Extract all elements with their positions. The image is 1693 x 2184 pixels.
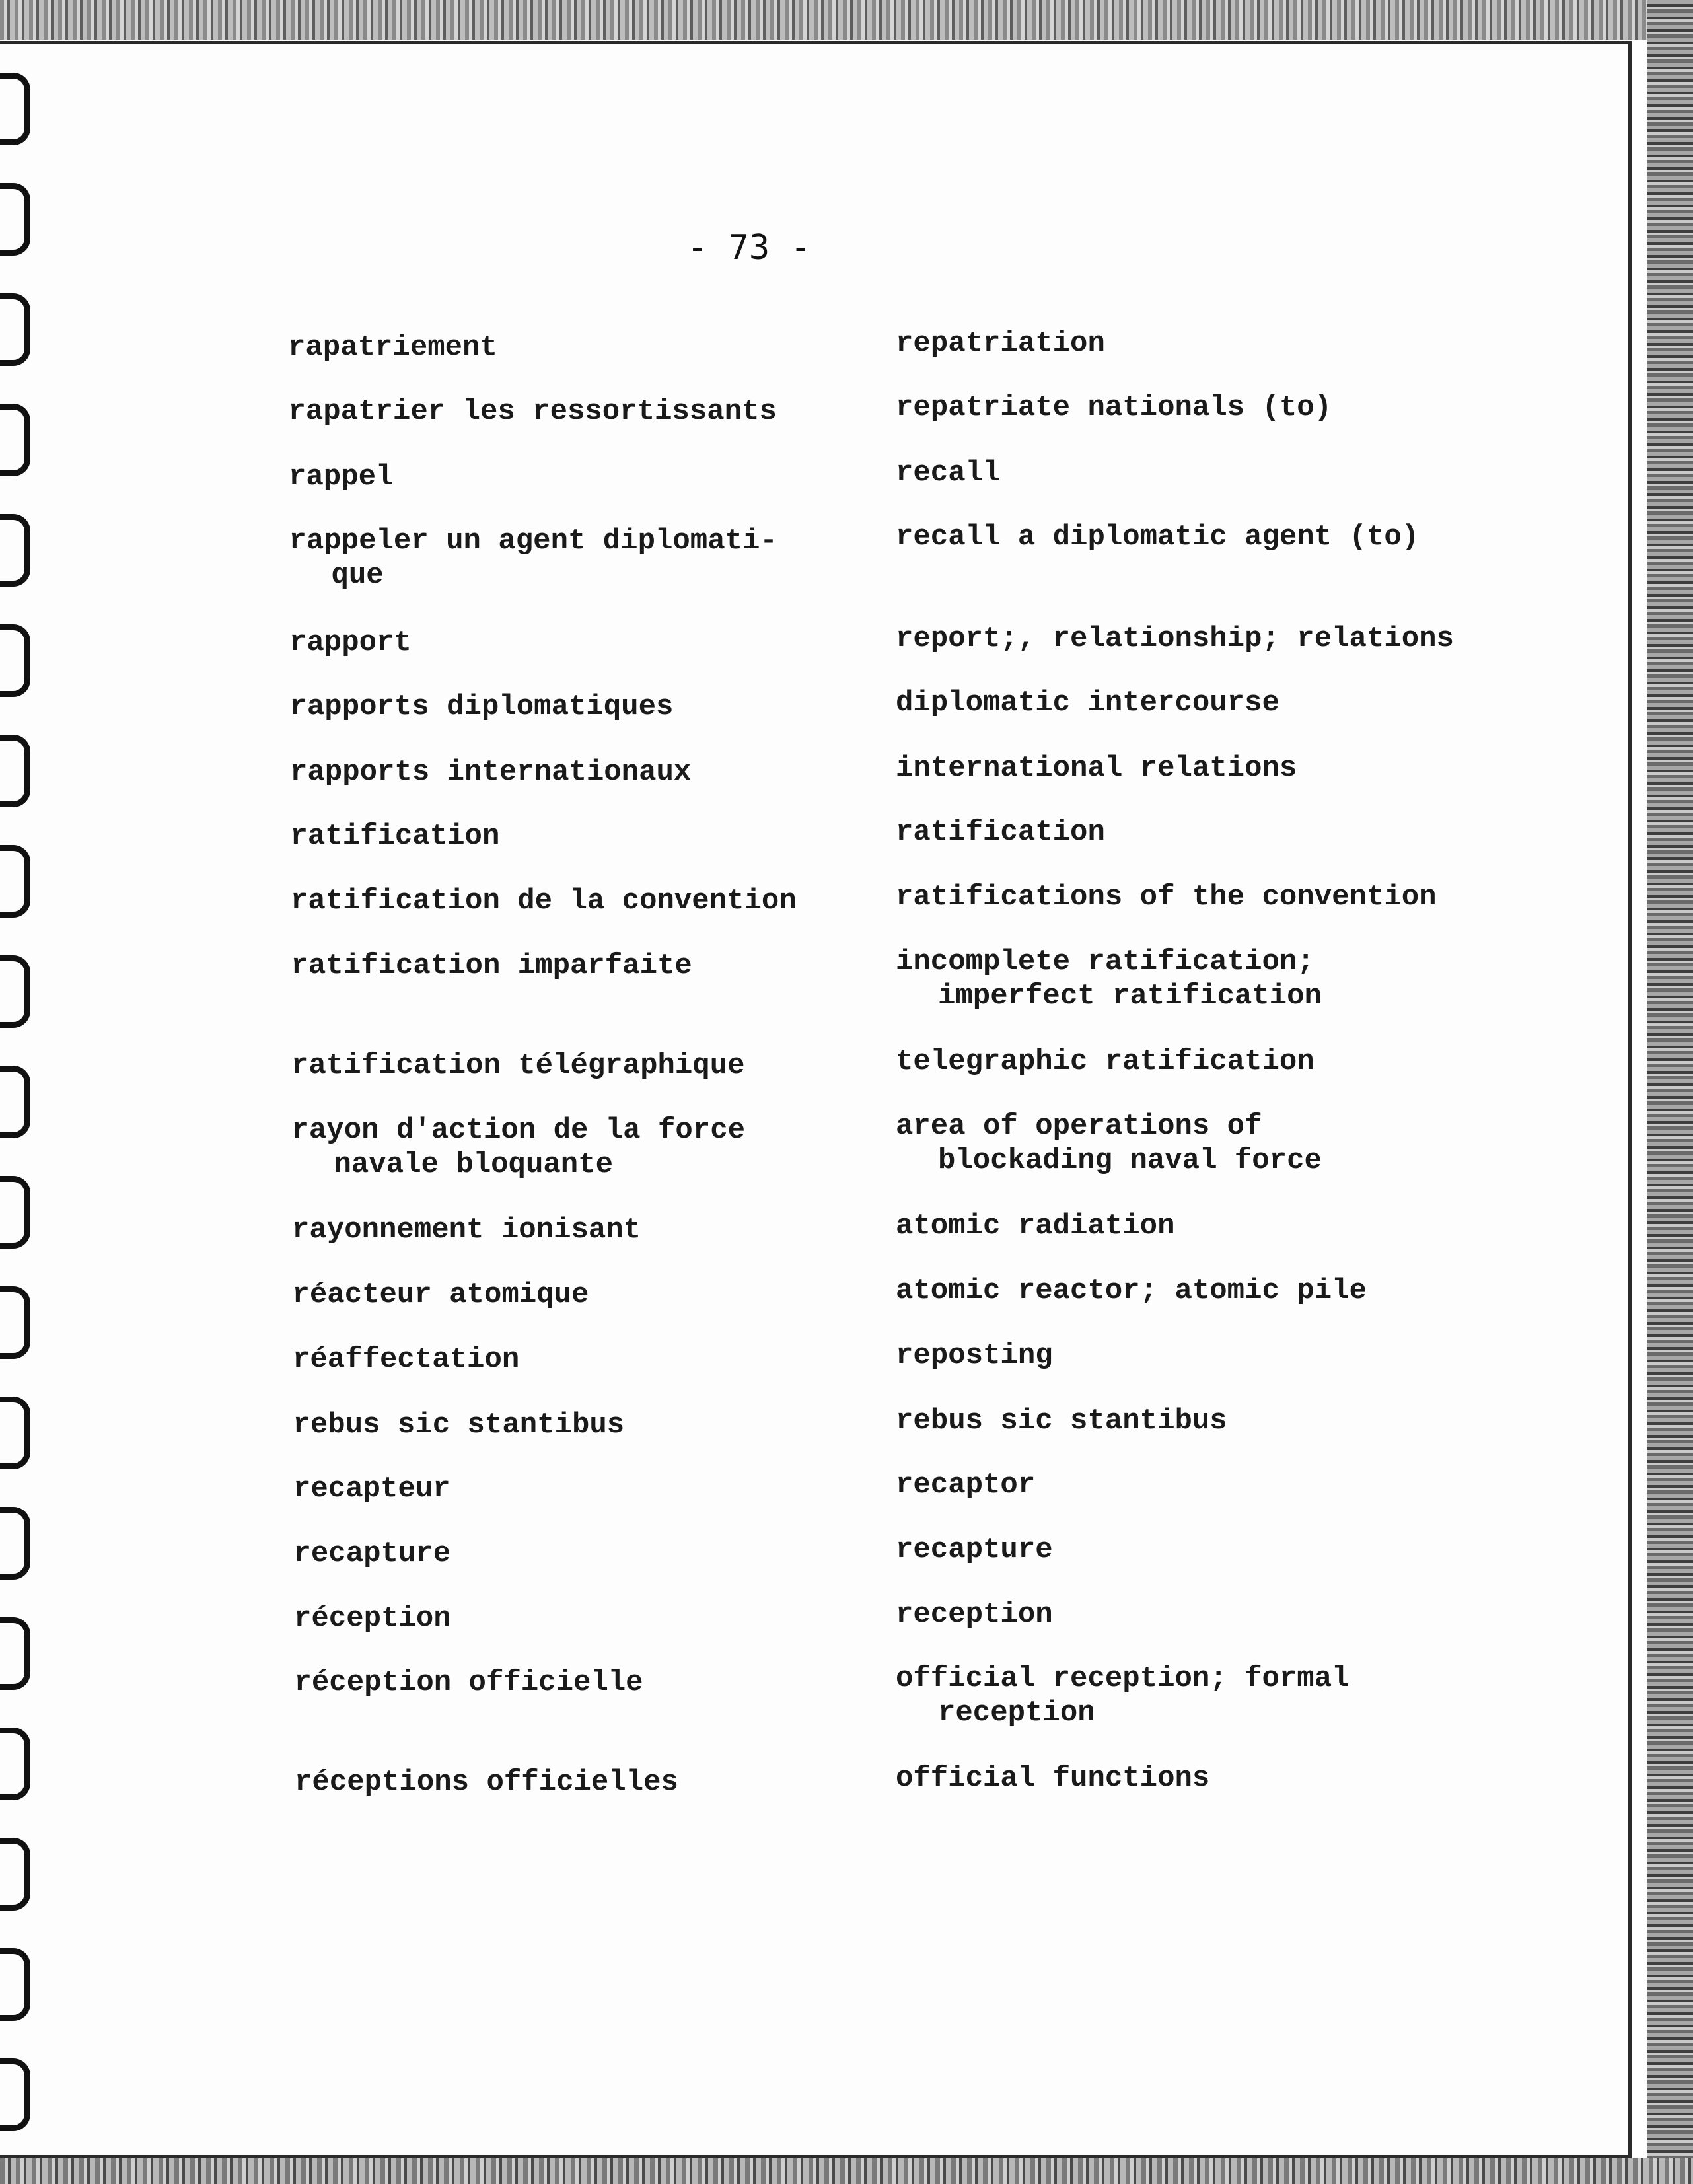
french-term-line: réception officielle (294, 1666, 643, 1699)
english-term-line: recaptor (896, 1469, 1036, 1502)
french-term-line: ratification imparfaite (291, 949, 692, 982)
binding-ring (0, 1838, 30, 1911)
scan-edge-right (1647, 0, 1693, 2184)
english-term (896, 520, 1419, 554)
french-term (294, 1537, 451, 1571)
french-term (293, 1408, 625, 1442)
english-term (896, 880, 1437, 914)
french-term-line: ratification télégraphique (291, 1049, 745, 1082)
french-term (294, 1601, 451, 1636)
binding-ring (0, 1286, 30, 1359)
binding-ring (0, 514, 30, 587)
english-term-line: telegraphic ratification (896, 1045, 1315, 1078)
scan-edge-top (0, 0, 1693, 40)
french-term-line: rayonnement ionisant (292, 1214, 641, 1247)
french-term (291, 1048, 745, 1083)
english-term-line: reception (896, 1598, 1053, 1631)
french-term-line: rayon d'action de la force (291, 1114, 746, 1147)
english-term-line: atomic reactor; atomic pile (896, 1274, 1367, 1307)
french-term-line: réceptions officielles (295, 1766, 678, 1799)
binding-ring (0, 1176, 30, 1249)
binding-ring (0, 1728, 30, 1800)
french-term (289, 524, 777, 593)
french-term (295, 1765, 678, 1800)
english-term (896, 1404, 1227, 1438)
french-term (290, 690, 674, 724)
english-term (896, 815, 1105, 850)
english-term (896, 1109, 1322, 1178)
french-term-line: réacteur atomique (292, 1278, 589, 1311)
french-term (293, 1342, 519, 1377)
binding-ring (0, 1507, 30, 1580)
binding-ring (0, 955, 30, 1028)
french-term-line: réception (294, 1602, 451, 1635)
english-term (896, 456, 1000, 490)
french-term-line: rapports internationaux (290, 756, 692, 789)
binding-ring (0, 1397, 30, 1469)
english-term-line: blockading naval force (938, 1144, 1322, 1177)
english-term (896, 1338, 1053, 1373)
english-term-line: repatriation (896, 327, 1105, 360)
english-term-line: recall (896, 456, 1001, 490)
french-term-line: navale bloquante (334, 1148, 613, 1181)
english-term-line: ratifications of the convention (896, 881, 1437, 914)
french-term-line: rebus sic stantibus (293, 1408, 625, 1441)
english-term-line: reposting (896, 1339, 1053, 1372)
english-term (896, 945, 1322, 1013)
french-term-line: rapports diplomatiques (289, 690, 674, 723)
french-term (291, 819, 500, 854)
french-term-line: rapport (289, 626, 412, 659)
french-term (291, 949, 692, 983)
english-term-line: repatriate nationals (to) (896, 391, 1332, 424)
binding-ring (0, 404, 30, 476)
french-term-line: réaffectation (293, 1343, 520, 1376)
page-number: - 73 - (687, 228, 811, 268)
english-term (896, 1661, 1350, 1730)
french-term (295, 1665, 643, 1700)
english-term (896, 622, 1454, 656)
french-term (289, 394, 777, 429)
binding-ring (0, 293, 30, 366)
english-term-line: recall a diplomatic agent (to) (896, 521, 1420, 554)
english-term-line: incomplete ratification; (896, 945, 1315, 978)
french-term-line: que (331, 559, 384, 592)
binding-ring (0, 735, 30, 807)
english-term (896, 326, 1105, 361)
english-term (896, 1597, 1053, 1632)
paper-sheet (0, 41, 1632, 2158)
binding-ring (0, 1617, 30, 1690)
french-term (289, 460, 393, 494)
english-term-line: recapture (896, 1533, 1053, 1566)
french-term (293, 1278, 589, 1312)
french-term-line: recapteur (293, 1473, 450, 1506)
french-term-line: ratification (290, 820, 500, 853)
french-term (289, 626, 412, 660)
english-term-line: international relations (896, 752, 1297, 785)
french-term (291, 884, 797, 918)
french-term-line: rappeler un agent diplomati- (289, 525, 777, 558)
french-term-line: rapatrier les ressortissants (288, 395, 777, 428)
english-term (896, 751, 1297, 785)
binding-ring (0, 183, 30, 256)
english-term-line: official reception; formal (896, 1662, 1350, 1695)
english-term (896, 390, 1332, 425)
english-term-line: reception (938, 1696, 1095, 1729)
english-term (896, 1209, 1174, 1243)
english-term-line: ratification (896, 816, 1105, 849)
english-term (896, 1761, 1209, 1796)
french-term (292, 1113, 746, 1182)
english-term (896, 1044, 1315, 1079)
binding-ring (0, 1948, 30, 2021)
english-term-line: area of operations of (896, 1110, 1262, 1143)
binding-ring (0, 624, 30, 697)
french-term-line: recapture (293, 1537, 451, 1570)
english-term-line: rebus sic stantibus (896, 1404, 1227, 1438)
english-term-line: official functions (896, 1762, 1210, 1795)
english-term (896, 1274, 1367, 1308)
french-term (292, 1213, 641, 1247)
binding-ring (0, 845, 30, 918)
english-term-line: diplomatic intercourse (896, 686, 1279, 719)
french-term-line: ratification de la convention (291, 885, 797, 918)
english-term (896, 686, 1279, 720)
english-term-line: atomic radiation (896, 1210, 1175, 1243)
french-term (290, 755, 691, 789)
binding-ring (0, 1066, 30, 1138)
english-term (896, 1533, 1053, 1567)
french-term-line: rapatriement (288, 331, 497, 364)
french-term-line: rappel (289, 460, 394, 493)
scan-edge-bottom (0, 2158, 1693, 2184)
english-term-line: imperfect ratification (938, 980, 1322, 1013)
binding-ring (0, 2058, 30, 2131)
english-term-line: report;, relationship; relations (896, 622, 1454, 655)
french-term (293, 1472, 450, 1506)
binding-ring (0, 73, 30, 145)
french-term (288, 330, 497, 365)
english-term (896, 1468, 1035, 1502)
